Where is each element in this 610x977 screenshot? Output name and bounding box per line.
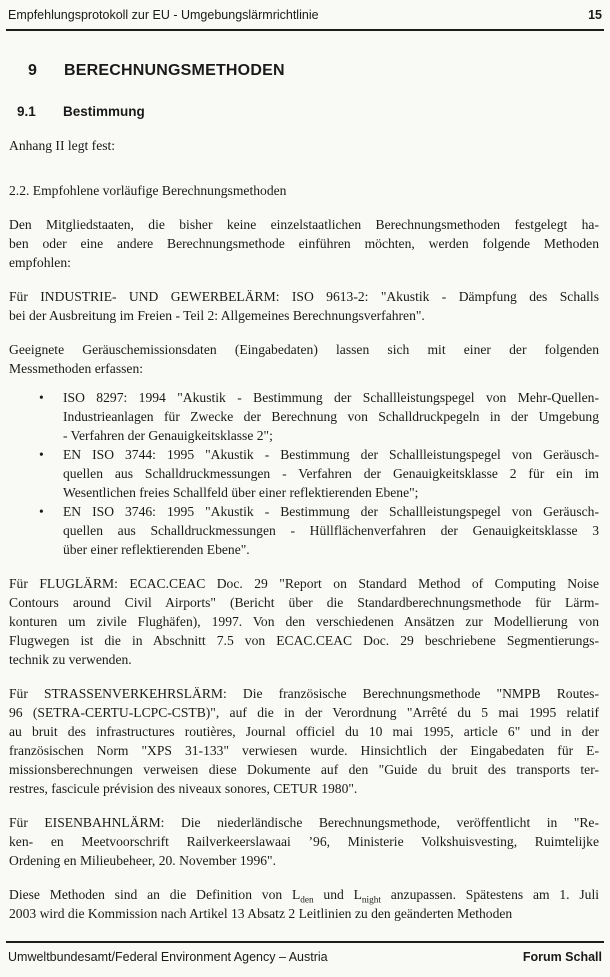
section-heading	[28, 62, 599, 80]
page-number: 15	[588, 8, 602, 22]
bullet-icon: •	[39, 390, 44, 405]
page-footer	[6, 941, 604, 964]
paragraph-anhang: Anhang II legt fest:	[9, 138, 116, 153]
paragraph-industrielaerm: Für INDUSTRIE- UND GEWERBELÄRM: ISO 9613-2: "Akustik - Dämpfung des Schalls bei der Ausbreitung im Freien - Teil 2: Allgemeines Berechnungsverfahren".	[9, 289, 599, 323]
paragraph-geeignete: Geeignete Geräuschemissionsdaten (Eingabedaten) lassen sich mit einer der folgenden Messmethoden erfassen:	[9, 342, 599, 376]
footer-forum-schall: Forum Schall	[522, 950, 602, 964]
bullet-text-iso-8297: ISO 8297: 1994 "Akustik - Bestimmung der Schallleistungspegel von Mehr-Quellen- Industrieanlagen für Zwecke der Berechnung von Schalldruckpegeln in der Umgebung - Verfahren der Genauigkeitsklasse 2";	[63, 390, 599, 443]
bullet-list	[39, 388, 599, 559]
section-title: BERECHNUNGSMETHODEN	[64, 62, 285, 79]
paragraph-fluglaerm: Für FLUGLÄRM: ECAC.CEAC Doc. 29 "Report on Standard Method of Computing Noise Contours around Civil Airports" (Bericht über die Standardberechnungsmethode für Lärm- konturen um zivile Flughäfen), 1997. Von den verschiedenen Ansätzen zur Modellierung von Flugwegen ist die in Abschnitt 7.5 von ECAC.CEAC Doc. 29 beschriebene Segmentierungs- technik zu verwenden.	[9, 576, 599, 667]
paragraph-recommend: Den Mitgliedstaaten, die bisher keine einzelstaatlichen Berechnungsmethoden festgelegt ha- ben oder eine andere Berechnungsmethode einführen möchten, werden folgende Methoden empfohlen:	[9, 217, 599, 270]
page-header	[6, 8, 604, 31]
subsection-title: Bestimmung	[63, 104, 145, 119]
page-content	[9, 40, 599, 923]
bullet-text-en-iso-3744: EN ISO 3744: 1995 "Akustik - Bestimmung der Schallleistungspegel von Geräusch- quellen aus Schalldruckmessungen - Verfahren der Genauigkeitsklasse 2 für ein im Wesentlichen freies Schallfeld über einer reflektierenden Ebene";	[63, 447, 599, 500]
subsection-heading	[17, 104, 599, 119]
subsection-number: 9.1	[17, 104, 36, 119]
paragraph-eisenbahnlaerm: Für EISENBAHNLÄRM: Die niederländische Berechnungsmethode, veröffentlicht in "Re- ken- en Meetvoorschrift Railverkeerslawaai ’96, Ministerie Volkshuisvesting, Ruimtelijke Ordening en Milieubeheer, 20. November 1996".	[9, 815, 599, 868]
bullet-text-en-iso-3746: EN ISO 3746: 1995 "Akustik - Bestimmung der Schallleistungspegel von Geräusch- quellen aus Schalldruckmessungen - Hüllflächenverfahren der Genauigkeitsklasse 3 über einer reflektierenden Ebene".	[63, 504, 599, 557]
list-item	[39, 445, 599, 502]
bullet-icon: •	[39, 504, 44, 519]
section-number: 9	[28, 62, 38, 79]
paragraph-subtitle-2-2: 2.2. Empfohlene vorläufige Berechnungsmethoden	[9, 183, 287, 198]
list-item	[39, 502, 599, 559]
footer-agency: Umweltbundesamt/Federal Environment Agency – Austria	[8, 950, 328, 964]
bullet-icon: •	[39, 447, 44, 462]
header-title: Empfehlungsprotokoll zur EU - Umgebungslärmrichtlinie	[8, 8, 319, 22]
paragraph-strassenverkehrslaerm: Für STRASSENVERKEHRSLÄRM: Die französische Berechnungsmethode "NMPB Routes- 96 (SETRA-CERTU-LCPC-CSTB)", auf die in der Verordnung "Arrêté du 5 mai 1995 relatif au bruit des infrastructures routières, Journal officiel du 10 mai 1995, article 6" und in der französischen Norm "XPS 31-133" verwiesen wurde. Hinsichtlich der Eingabedaten für E- missionsberechnungen verweisen diese Dokumente auf den "Guide du bruit des transports ter- restres, fascicule prévision des niveaux sonores, CETUR 1980".	[9, 686, 599, 796]
paragraph-methoden-anpassung: Diese Methoden sind an die Definition von $L_{den}$ und $L_{night}$ anzupassen. Spätestens am 1. Juli 2003 wird die Kommission nach Artikel 13 Absatz 2 Leitlinien zu den geänderten Methoden	[9, 887, 600, 921]
list-item	[39, 388, 599, 445]
